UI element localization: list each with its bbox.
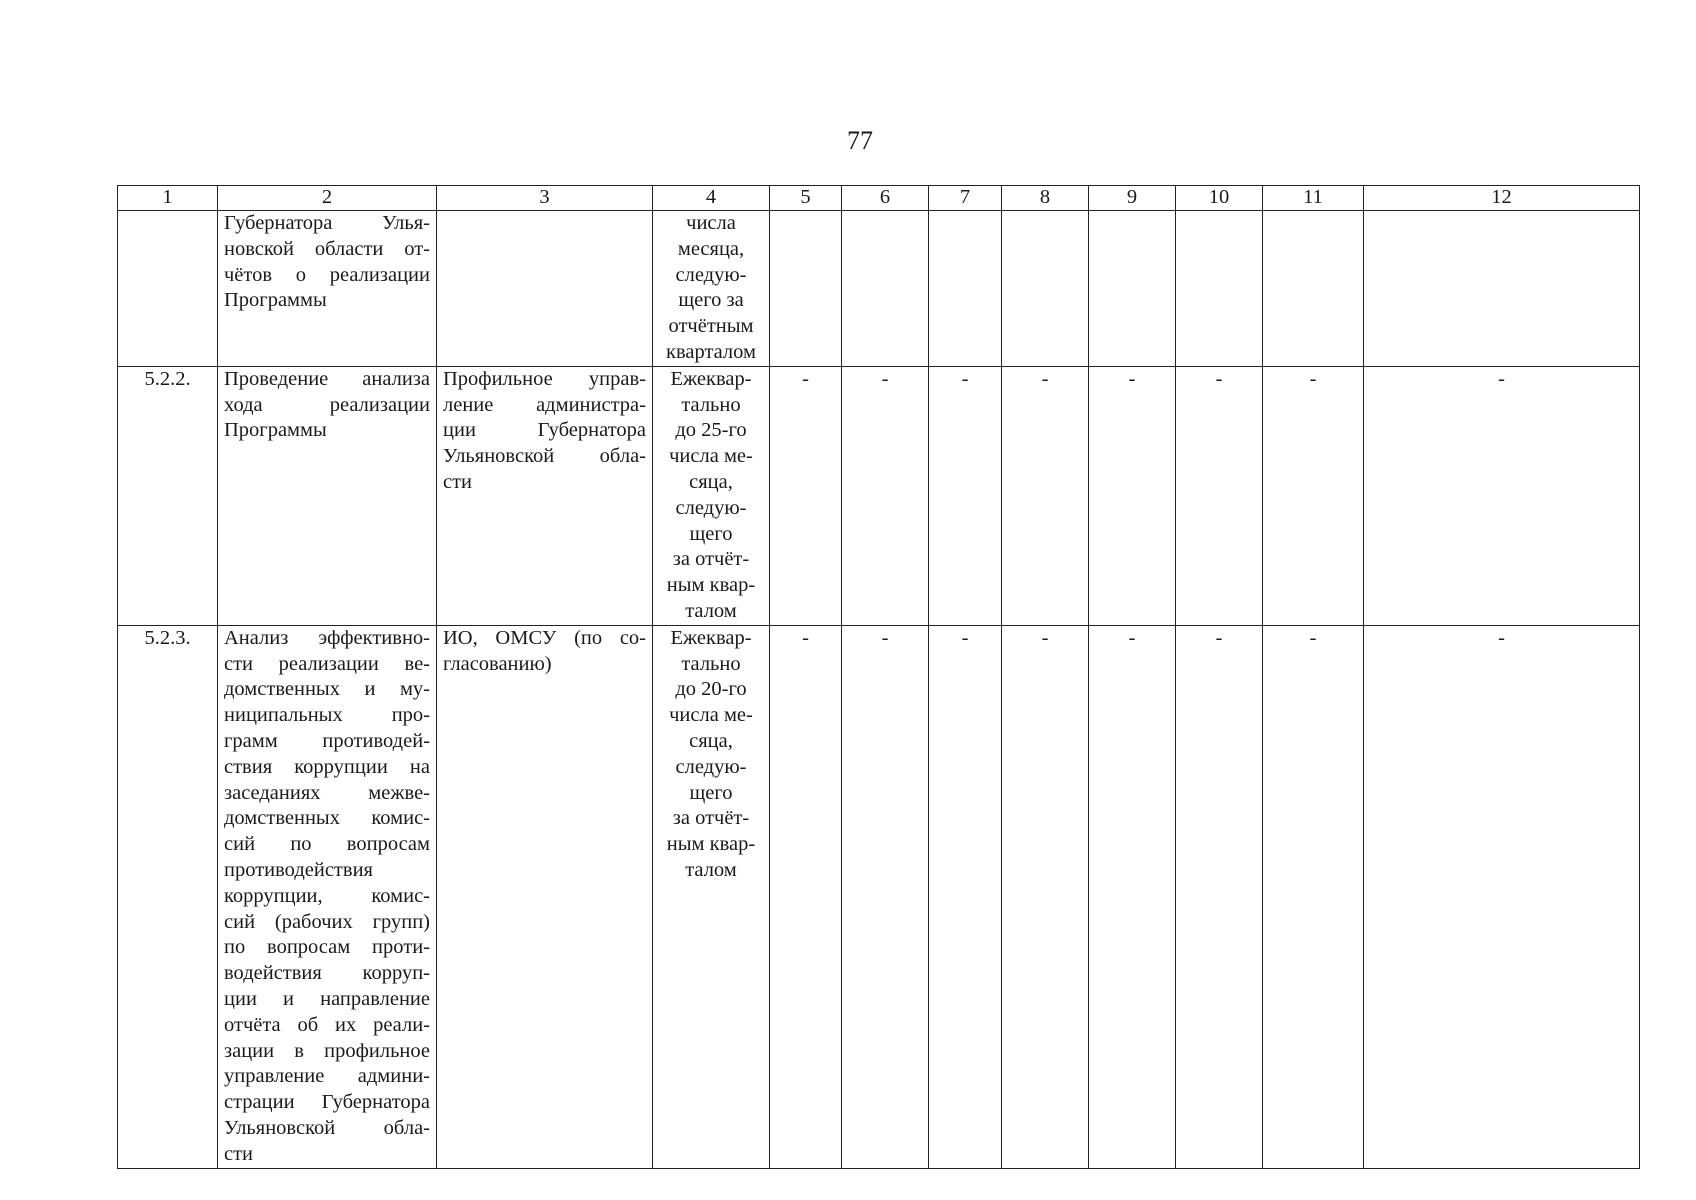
- value-cell: [1263, 211, 1364, 367]
- cell-text-line: заседаниях межве-: [224, 781, 430, 804]
- cell-text-line: сти: [443, 470, 473, 493]
- table-row: [118, 211, 1640, 367]
- cell-text-line: следую-: [675, 496, 747, 519]
- cell-text-line: ным квар-: [666, 833, 756, 856]
- value-text: -: [1215, 367, 1223, 390]
- cell-text-line: ции и направление: [224, 987, 430, 1010]
- cell-text-line: числа: [686, 212, 736, 234]
- value-text: -: [881, 626, 889, 649]
- item-number-cell: [118, 211, 218, 367]
- cell-text-line: сти реализации ве-: [224, 652, 430, 675]
- value-cell: [770, 366, 842, 625]
- cell-text-line: отчёта об их реали-: [224, 1013, 430, 1036]
- cell-text-line: страции Губернатора: [224, 1091, 430, 1114]
- cell-text-line: ствия коррупции на: [224, 755, 430, 778]
- value-text: -: [1215, 626, 1223, 649]
- cell-text-line: сяца,: [689, 470, 733, 493]
- value-text: -: [802, 367, 809, 390]
- cell-text-line: Анализ эффективно-: [224, 626, 430, 649]
- document-table: [117, 185, 1640, 1169]
- term-cell: [653, 366, 770, 625]
- cell-text-line: домственных и му-: [224, 678, 430, 701]
- value-text: -: [1498, 626, 1505, 649]
- cell-text-line: новской области от-: [224, 237, 430, 260]
- value-cell: [1176, 211, 1263, 367]
- table-row: [118, 625, 1640, 1168]
- value-cell: [842, 211, 929, 367]
- value-cell: [1089, 211, 1176, 367]
- cell-text-line: сяца,: [689, 729, 733, 752]
- cell-text-line: числа ме-: [669, 445, 753, 468]
- cell-text-line: за отчёт-: [672, 548, 750, 571]
- item-number: 5.2.2.: [144, 367, 191, 390]
- value-text: -: [1041, 367, 1049, 390]
- value-cell: [1263, 366, 1364, 625]
- value-cell: [842, 366, 929, 625]
- cell-text-line: талом: [685, 858, 737, 881]
- cell-text-line: сти: [224, 1142, 254, 1165]
- value-cell: [1176, 625, 1263, 1168]
- column-header: 9: [1089, 186, 1176, 211]
- value-cell: [1002, 625, 1089, 1168]
- column-header: 12: [1364, 186, 1640, 211]
- value-cell: [842, 625, 929, 1168]
- value-cell: [1089, 625, 1176, 1168]
- cell-text-line: зации в профильное: [224, 1039, 430, 1062]
- value-cell: [1263, 625, 1364, 1168]
- item-number-cell: [118, 625, 218, 1168]
- value-text: -: [881, 367, 889, 390]
- column-header: 8: [1002, 186, 1089, 211]
- column-header: 4: [653, 186, 770, 211]
- column-header: 3: [437, 186, 653, 211]
- cell-text-line: ным квар-: [666, 574, 756, 597]
- value-text: -: [802, 626, 809, 649]
- cell-text-line: хода реализации: [224, 393, 430, 416]
- cell-text-line: сий (рабочих групп): [224, 910, 430, 933]
- column-header: 11: [1263, 186, 1364, 211]
- value-cell: [929, 366, 1002, 625]
- executor-cell: [437, 366, 653, 625]
- cell-text-line: тально: [681, 393, 741, 416]
- cell-text-line: до 20-го: [675, 678, 747, 701]
- cell-text-line: Губернатора Улья-: [224, 212, 430, 234]
- value-text: -: [1309, 367, 1317, 390]
- column-header: 2: [218, 186, 437, 211]
- term-cell: [653, 625, 770, 1168]
- cell-text-line: грамм противодей-: [224, 729, 430, 752]
- value-cell: [1364, 366, 1640, 625]
- value-text: -: [1128, 367, 1136, 390]
- value-cell: [1176, 366, 1263, 625]
- term-cell: [653, 211, 770, 367]
- cell-text-line: Проведение анализа: [224, 367, 430, 390]
- cell-text-line: коррупции, комис-: [224, 884, 430, 907]
- cell-text-line: водействия корруп-: [224, 962, 430, 985]
- cell-text-line: ниципальных про-: [224, 704, 430, 727]
- value-cell: [929, 625, 1002, 1168]
- cell-text-line: до 25-го: [675, 419, 747, 442]
- column-header: 5: [770, 186, 842, 211]
- cell-text-line: следую-: [675, 755, 747, 778]
- column-header: 6: [842, 186, 929, 211]
- cell-text-line: Ежеквар-: [670, 626, 752, 649]
- item-number-cell: [118, 366, 218, 625]
- value-cell: [1364, 211, 1640, 367]
- value-cell: [929, 211, 1002, 367]
- cell-text-line: щего за: [678, 289, 744, 312]
- cell-text-line: ции Губернатора: [443, 419, 646, 442]
- cell-text-line: кварталом: [666, 340, 756, 363]
- description-cell: [218, 366, 437, 625]
- cell-text-line: Ульяновской обла-: [443, 445, 646, 468]
- header-row: [118, 186, 1640, 211]
- cell-text-line: тально: [681, 652, 741, 675]
- cell-text-line: талом: [685, 599, 737, 622]
- description-cell: [218, 625, 437, 1168]
- cell-text-line: Профильное управ-: [443, 367, 646, 390]
- value-cell: [1002, 366, 1089, 625]
- cell-text-line: чётов о реализации: [224, 263, 430, 286]
- cell-text-line: сий по вопросам: [224, 833, 430, 856]
- cell-text-line: ление администра-: [443, 393, 646, 416]
- cell-text-line: противодействия: [224, 858, 373, 881]
- cell-text-line: числа ме-: [669, 704, 753, 727]
- item-number: 5.2.3.: [144, 626, 191, 649]
- cell-text-line: месяца,: [677, 237, 745, 260]
- column-header: 1: [118, 186, 218, 211]
- value-text: -: [961, 367, 969, 390]
- executor-cell: [437, 625, 653, 1168]
- value-cell: [1364, 625, 1640, 1168]
- column-header: 7: [929, 186, 1002, 211]
- value-text: -: [961, 626, 969, 649]
- cell-text-line: щего: [689, 522, 733, 545]
- table-row: [118, 366, 1640, 625]
- cell-text-line: по вопросам проти-: [224, 936, 430, 959]
- cell-text-line: гласованию): [443, 652, 552, 675]
- value-cell: [1089, 366, 1176, 625]
- value-text: -: [1041, 626, 1049, 649]
- value-cell: [1002, 211, 1089, 367]
- cell-text-line: Программы: [224, 289, 327, 312]
- value-cell: [770, 211, 842, 367]
- page-number: 77: [847, 126, 873, 155]
- cell-text-line: отчётным: [668, 315, 754, 338]
- value-text: -: [1128, 626, 1136, 649]
- cell-text-line: ИО, ОМСУ (по со-: [443, 626, 646, 649]
- value-text: -: [1498, 367, 1505, 390]
- description-cell: [218, 211, 437, 367]
- column-header: 10: [1176, 186, 1263, 211]
- cell-text-line: следую-: [675, 263, 747, 286]
- cell-text-line: за отчёт-: [672, 807, 750, 830]
- cell-text-line: Программы: [224, 419, 327, 442]
- executor-cell: [437, 211, 653, 367]
- value-cell: [770, 625, 842, 1168]
- cell-text-line: Ульяновской обла-: [224, 1116, 430, 1139]
- cell-text-line: домственных комис-: [224, 807, 430, 830]
- cell-text-line: управление админи-: [224, 1065, 430, 1088]
- cell-text-line: щего: [689, 781, 733, 804]
- cell-text-line: Ежеквар-: [670, 367, 752, 390]
- value-text: -: [1309, 626, 1317, 649]
